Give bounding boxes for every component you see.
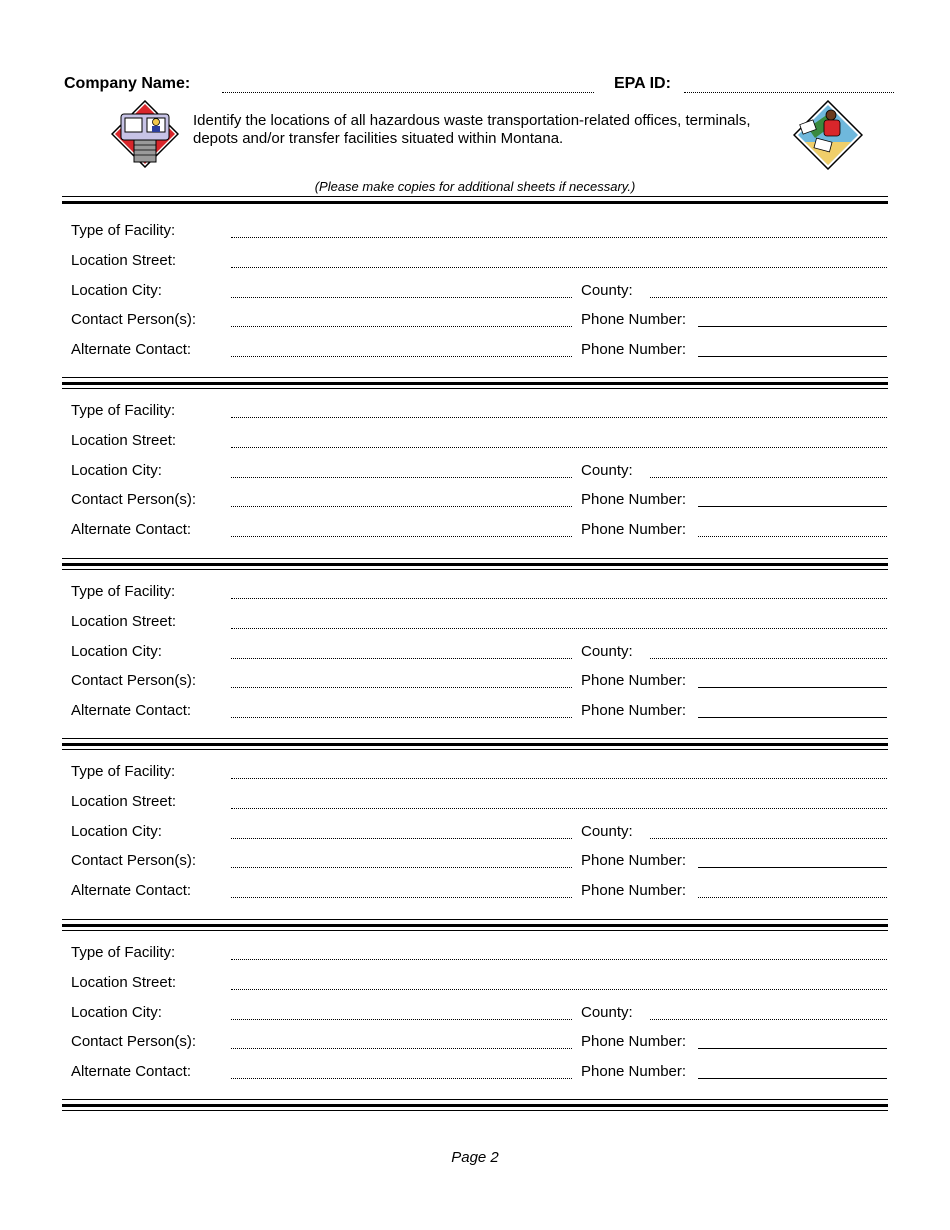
county-label: County: <box>581 1004 633 1021</box>
county-field[interactable] <box>650 838 887 839</box>
type-of-facility-label: Type of Facility: <box>71 763 176 780</box>
location-street-label: Location Street: <box>71 974 177 991</box>
contact-persons-label: Contact Person(s): <box>71 852 197 869</box>
type-of-facility-field[interactable] <box>231 959 887 960</box>
location-city-field[interactable] <box>231 297 572 298</box>
location-city-label: Location City: <box>71 1004 162 1021</box>
alternate-phone-field[interactable] <box>698 897 887 898</box>
alternate-phone-field[interactable] <box>698 717 887 718</box>
phone-number-label: Phone Number: <box>581 1033 687 1050</box>
alternate-phone-label: Phone Number: <box>581 521 687 538</box>
contact-persons-label: Contact Person(s): <box>71 491 197 508</box>
location-street-field[interactable] <box>231 808 887 809</box>
phone-number-label: Phone Number: <box>581 491 687 508</box>
alternate-contact-field[interactable] <box>231 536 572 537</box>
contact-persons-field[interactable] <box>231 867 572 868</box>
location-street-field[interactable] <box>231 447 887 448</box>
facility-section-1 <box>0 220 950 370</box>
type-of-facility-label: Type of Facility: <box>71 583 176 600</box>
facility-section-3 <box>0 581 950 731</box>
copies-note: (Please make copies for additional sheets if necessary.) <box>314 179 636 194</box>
epa-id-field[interactable] <box>684 92 894 93</box>
type-of-facility-field[interactable] <box>231 778 887 779</box>
phone-number-label: Phone Number: <box>581 672 687 689</box>
contact-persons-field[interactable] <box>231 687 572 688</box>
phone-number-field[interactable] <box>698 867 887 868</box>
alternate-phone-field[interactable] <box>698 536 887 537</box>
contact-persons-label: Contact Person(s): <box>71 311 197 328</box>
location-street-field[interactable] <box>231 267 887 268</box>
county-label: County: <box>581 643 633 660</box>
contact-persons-field[interactable] <box>231 326 572 327</box>
facility-section-2 <box>0 400 950 550</box>
company-name-label: Company Name: <box>64 75 191 92</box>
location-city-field[interactable] <box>231 658 572 659</box>
county-label: County: <box>581 823 633 840</box>
contact-persons-field[interactable] <box>231 506 572 507</box>
alternate-contact-label: Alternate Contact: <box>71 882 192 899</box>
county-label: County: <box>581 282 633 299</box>
type-of-facility-field[interactable] <box>231 237 887 238</box>
phone-number-label: Phone Number: <box>581 852 687 869</box>
location-city-field[interactable] <box>231 477 572 478</box>
alternate-phone-label: Phone Number: <box>581 341 687 358</box>
phone-number-field[interactable] <box>698 506 887 507</box>
location-street-label: Location Street: <box>71 432 177 449</box>
type-of-facility-field[interactable] <box>231 417 887 418</box>
alternate-contact-label: Alternate Contact: <box>71 341 192 358</box>
alternate-contact-field[interactable] <box>231 1078 572 1079</box>
location-city-field[interactable] <box>231 1019 572 1020</box>
location-city-label: Location City: <box>71 823 162 840</box>
instructions-text: Identify the locations of all hazardous waste transportation-related offices, terminals, depots and/or transfer facilities situated within Montana. <box>193 112 751 147</box>
phone-number-field[interactable] <box>698 326 887 327</box>
phone-number-field[interactable] <box>698 687 887 688</box>
contact-persons-label: Contact Person(s): <box>71 672 197 689</box>
contact-persons-field[interactable] <box>231 1048 572 1049</box>
location-city-label: Location City: <box>71 282 162 299</box>
alternate-phone-label: Phone Number: <box>581 1063 687 1080</box>
phone-number-field[interactable] <box>698 1048 887 1049</box>
office-worker-icon <box>793 100 863 170</box>
phone-number-label: Phone Number: <box>581 311 687 328</box>
location-city-label: Location City: <box>71 462 162 479</box>
page-number: Page 2 <box>451 1149 499 1166</box>
location-street-label: Location Street: <box>71 793 177 810</box>
alternate-contact-field[interactable] <box>231 717 572 718</box>
location-city-label: Location City: <box>71 643 162 660</box>
company-name-field[interactable] <box>222 92 594 93</box>
alternate-phone-field[interactable] <box>698 1078 887 1079</box>
contact-persons-label: Contact Person(s): <box>71 1033 197 1050</box>
type-of-facility-label: Type of Facility: <box>71 402 176 419</box>
type-of-facility-field[interactable] <box>231 598 887 599</box>
county-field[interactable] <box>650 658 887 659</box>
location-street-label: Location Street: <box>71 613 177 630</box>
alternate-phone-label: Phone Number: <box>581 882 687 899</box>
location-city-field[interactable] <box>231 838 572 839</box>
epa-id-label: EPA ID: <box>614 75 671 92</box>
alternate-phone-label: Phone Number: <box>581 702 687 719</box>
type-of-facility-label: Type of Facility: <box>71 222 176 239</box>
alternate-phone-field[interactable] <box>698 356 887 357</box>
alternate-contact-field[interactable] <box>231 356 572 357</box>
location-street-field[interactable] <box>231 628 887 629</box>
alternate-contact-label: Alternate Contact: <box>71 702 192 719</box>
facility-section-5 <box>0 942 950 1092</box>
location-street-field[interactable] <box>231 989 887 990</box>
county-field[interactable] <box>650 477 887 478</box>
county-label: County: <box>581 462 633 479</box>
alternate-contact-label: Alternate Contact: <box>71 521 192 538</box>
truck-icon <box>111 100 179 168</box>
alternate-contact-field[interactable] <box>231 897 572 898</box>
county-field[interactable] <box>650 297 887 298</box>
location-street-label: Location Street: <box>71 252 177 269</box>
facility-section-4 <box>0 761 950 911</box>
alternate-contact-label: Alternate Contact: <box>71 1063 192 1080</box>
type-of-facility-label: Type of Facility: <box>71 944 176 961</box>
county-field[interactable] <box>650 1019 887 1020</box>
